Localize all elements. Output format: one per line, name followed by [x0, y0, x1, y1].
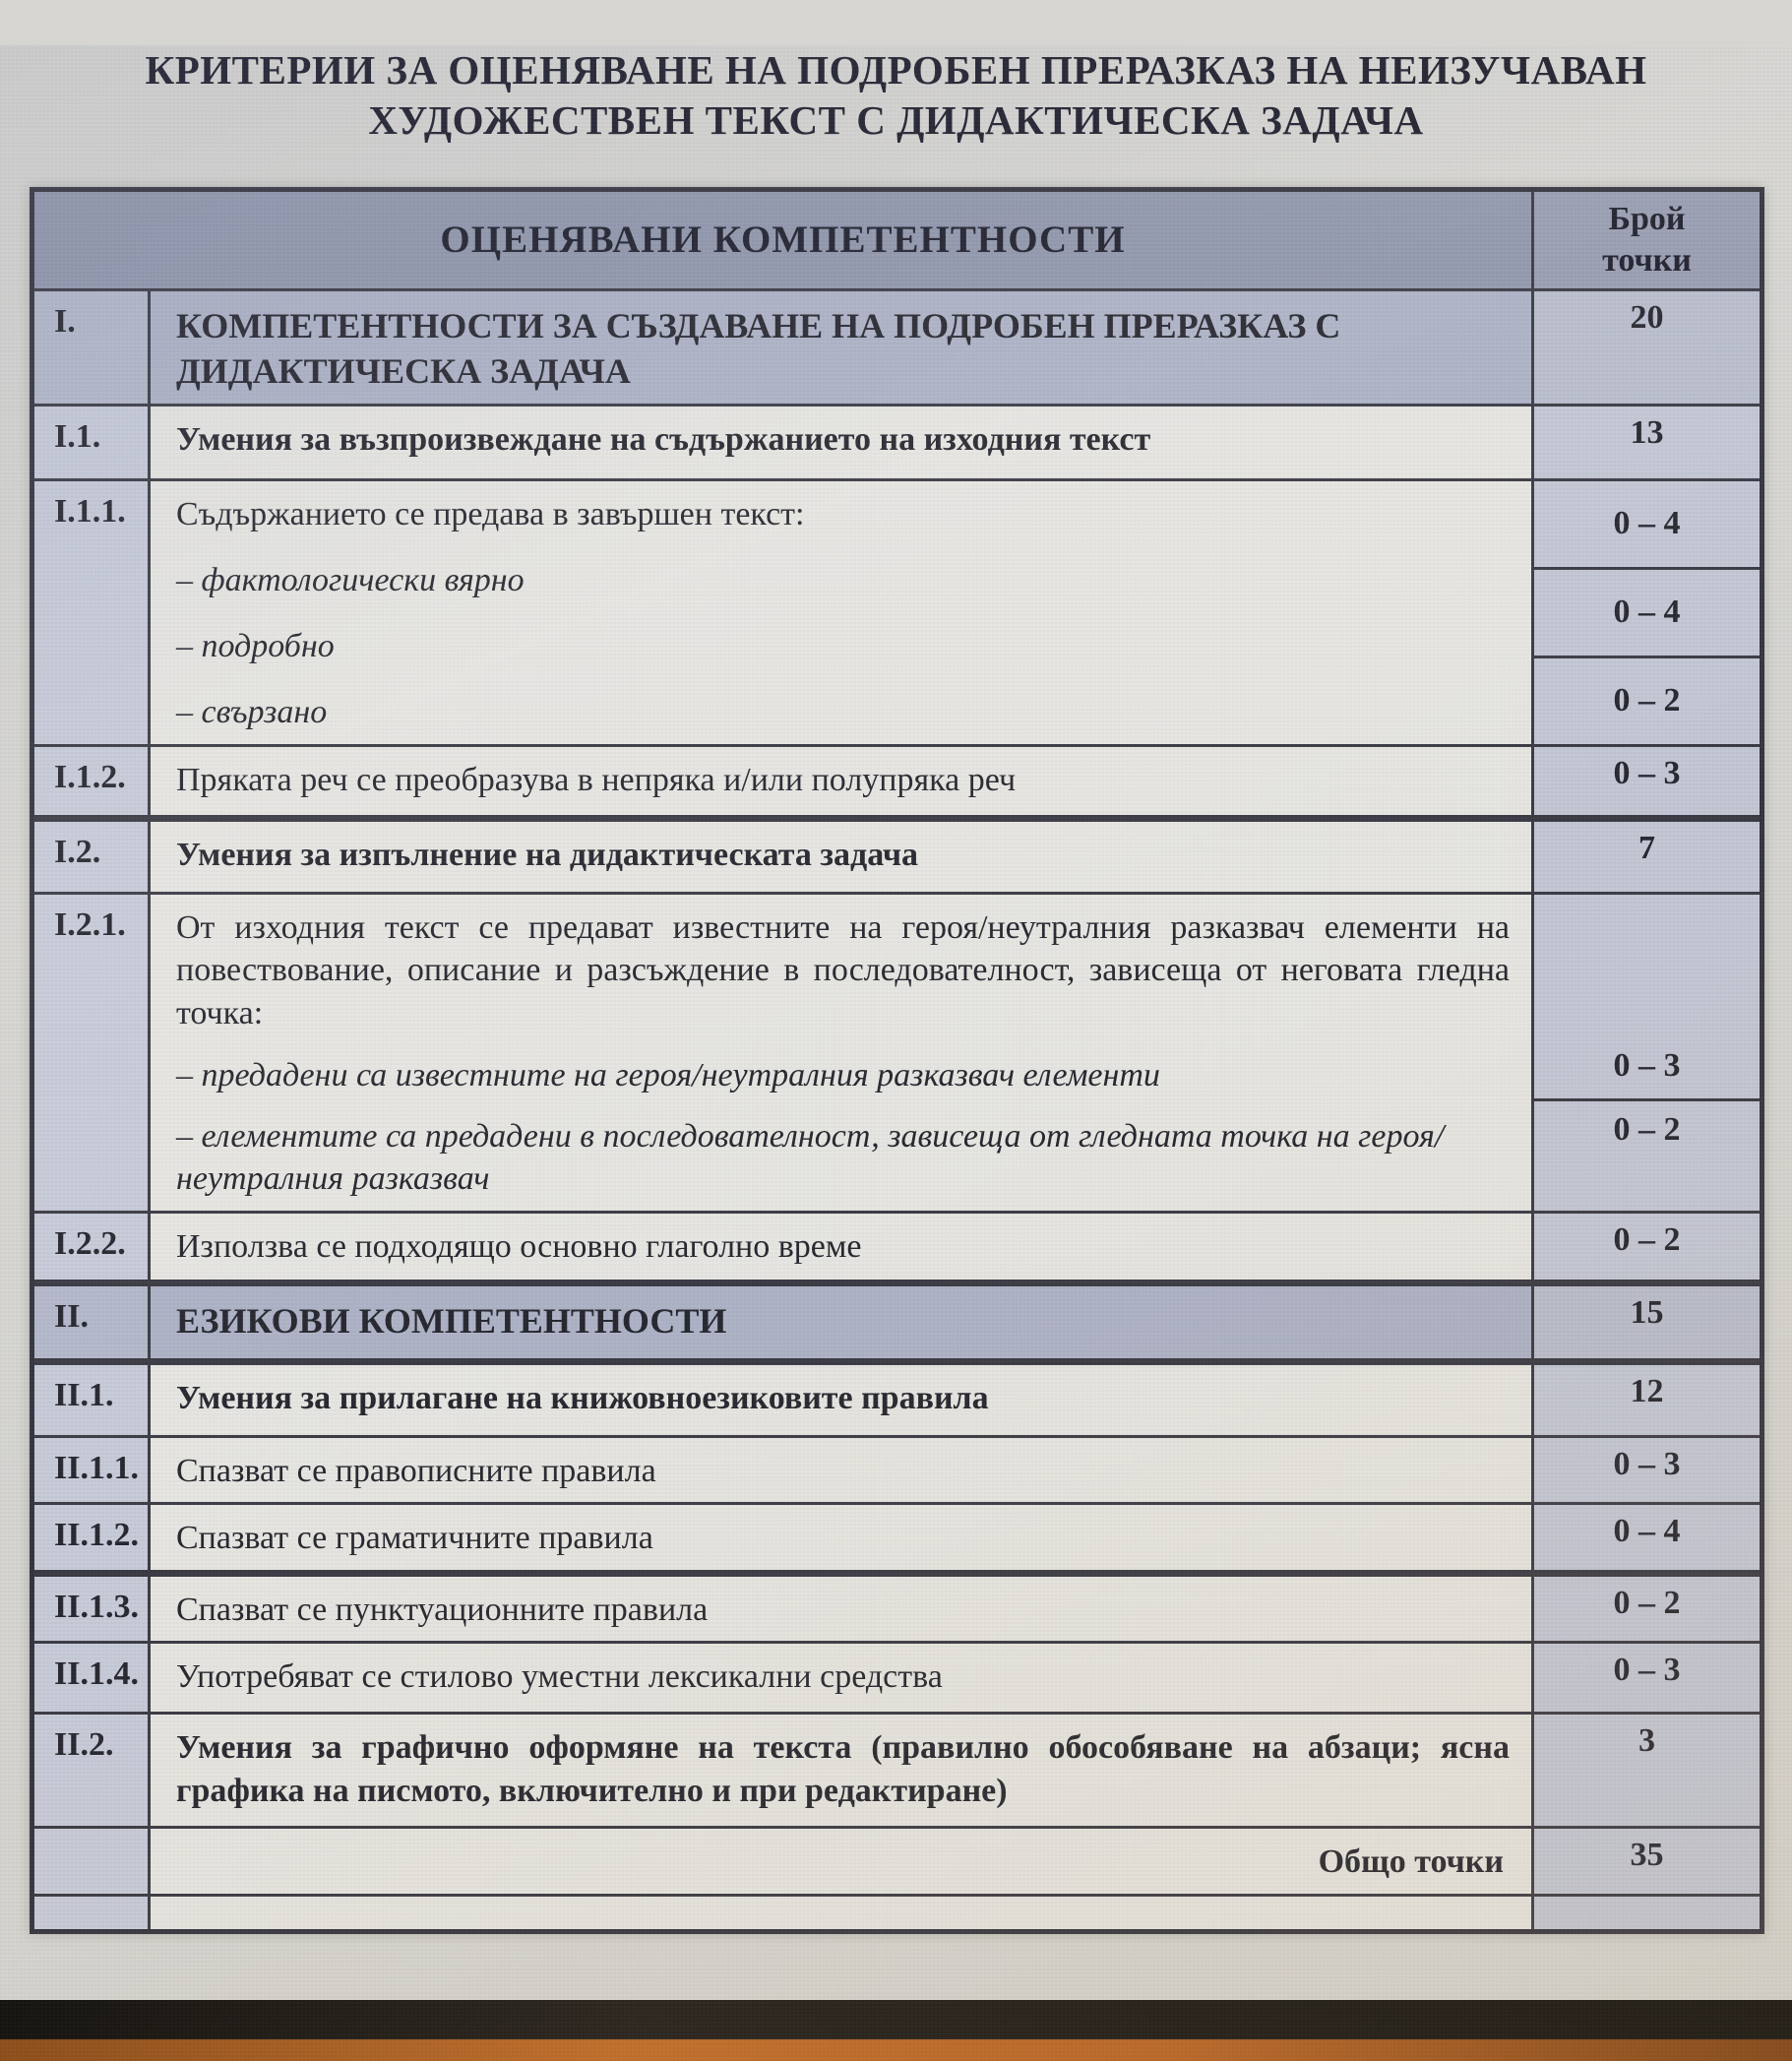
points-value: 0 – 3 [1531, 1438, 1760, 1503]
points-value: 0 – 4 [1613, 505, 1681, 542]
row-text: Спазват се правописните правила [151, 1438, 1531, 1503]
row-intro: Съдържанието се предава в завършен текст: [176, 495, 805, 532]
row-text: Умения за изпълнение на дидактическата задача [151, 822, 1531, 892]
row-id: II. [34, 1286, 151, 1358]
table-header-row [34, 192, 1760, 288]
table-row-I-1-1 [34, 478, 1760, 744]
points-value: 0 – 2 [1534, 1098, 1760, 1211]
row-text [151, 481, 1531, 744]
total-label: Общо точки [151, 1829, 1531, 1894]
points-value: 0 – 2 [1531, 1577, 1760, 1642]
points-value: 0 – 3 [1613, 1046, 1681, 1084]
header-points-line2: точки [1602, 241, 1692, 279]
row-text [151, 895, 1531, 1211]
table-row-I-1-2 [34, 744, 1760, 815]
points-value: 13 [1531, 406, 1760, 478]
points-value: 15 [1531, 1286, 1760, 1358]
row-bullet: – елементите са предадени в последователност, зависеща от гледната точка на героя/неутралния разказвач [176, 1117, 1445, 1198]
table-row-II-1 [34, 1358, 1760, 1435]
row-text: Спазват се пунктуационните правила [151, 1577, 1531, 1642]
points-value: 12 [1531, 1365, 1760, 1435]
table-row-II [34, 1280, 1760, 1358]
screen-bezel [0, 2000, 1792, 2039]
points-value: 20 [1531, 291, 1760, 404]
row-text: Пряката реч се преобразува в непряка и/или полупряка реч [151, 747, 1531, 815]
row-text: Употребяват се стилово уместни лексикални средства [151, 1644, 1531, 1712]
row-text: ЕЗИКОВИ КОМПЕТЕНТНОСТИ [151, 1286, 1531, 1358]
row-id: II.1. [34, 1365, 151, 1435]
empty-cell [1531, 1897, 1760, 1929]
row-text: Умения за графично оформяне на текста (правилно обособяване на абзаци; ясна графика на писмото, включително и при редактиране) [151, 1715, 1531, 1826]
row-id: II.1.1. [34, 1438, 151, 1503]
table-row-I-2 [34, 815, 1760, 892]
empty-cell [151, 1897, 1531, 1929]
row-id [34, 1829, 151, 1894]
points-stack [1531, 481, 1760, 744]
document-title-line2: ХУДОЖЕСТВЕН ТЕКСТ С ДИДАКТИЧЕСКА ЗАДАЧА [368, 96, 1424, 143]
row-id: I. [34, 291, 151, 404]
points-value: 7 [1531, 822, 1760, 892]
header-competencies-cell: ОЦЕНЯВАНИ КОМПЕТЕНТНОСТИ [34, 192, 1531, 288]
table-row-I [34, 288, 1760, 404]
desk-edge [0, 2039, 1792, 2061]
row-bullet: – свързано [176, 694, 328, 731]
table-row-II-2 [34, 1712, 1760, 1826]
header-points-cell [1531, 192, 1760, 288]
row-text: Умения за прилагане на книжовноезиковите правила [151, 1365, 1531, 1435]
table-row-II-1-2 [34, 1502, 1760, 1570]
table-row-total [34, 1826, 1760, 1894]
photographed-screen [0, 45, 1792, 2061]
row-text: Използва се подходящо основно глаголно време [151, 1214, 1531, 1280]
row-id: II.1.3. [34, 1577, 151, 1642]
row-id: I.1.1. [34, 481, 151, 744]
header-points-line1: Брой [1608, 201, 1686, 238]
row-text: Умения за възпроизвеждане на съдържанието на изходния текст [151, 406, 1531, 478]
table-row-empty [34, 1894, 1760, 1929]
points-value: 0 – 2 [1534, 656, 1760, 744]
table-row-I-1 [34, 404, 1760, 478]
points-value: 0 – 3 [1531, 747, 1760, 815]
row-bullet: – фактологически вярно [176, 561, 525, 598]
table-row-II-1-3 [34, 1570, 1760, 1642]
points-value: 3 [1531, 1715, 1760, 1826]
table-row-II-1-1 [34, 1435, 1760, 1503]
table-row-II-1-4 [34, 1641, 1760, 1712]
table-row-I-2-2 [34, 1211, 1760, 1280]
row-text: Спазват се граматичните правила [151, 1505, 1531, 1570]
row-id: I.2.1. [34, 895, 151, 1211]
table-row-I-2-1 [34, 892, 1760, 1211]
row-bullet: – подробно [176, 628, 335, 665]
row-id: II.1.2. [34, 1505, 151, 1570]
points-value: 0 – 4 [1534, 567, 1760, 656]
points-value: 0 – 3 [1531, 1644, 1760, 1712]
points-value: 0 – 4 [1531, 1505, 1760, 1570]
row-id: II.2. [34, 1715, 151, 1826]
row-intro: От изходния текст се предават известните на героя/неутралния разказвач елементи на повествование, описание и разсъждение в последователност, зависеща от неговата гледна точка: [176, 908, 1510, 1031]
row-id: I.2. [34, 822, 151, 892]
document-title [55, 45, 1737, 146]
points-stack [1531, 895, 1760, 1211]
row-bullet: – предадени са известните на героя/неутралния разказвач елементи [176, 1057, 1160, 1094]
total-points-value: 35 [1531, 1829, 1760, 1894]
document-title-line1: КРИТЕРИИ ЗА ОЦЕНЯВАНЕ НА ПОДРОБЕН ПРЕРАЗКАЗ НА НЕИЗУЧАВАН [145, 47, 1647, 93]
row-text: КОМПЕТЕНТНОСТИ ЗА СЪЗДАВАНЕ НА ПОДРОБЕН ПРЕРАЗКАЗ С ДИДАКТИЧЕСКА ЗАДАЧА [151, 291, 1531, 404]
row-id: I.1.2. [34, 747, 151, 815]
row-id: I.1. [34, 406, 151, 478]
empty-cell [34, 1897, 151, 1929]
row-id: II.1.4. [34, 1644, 151, 1712]
row-id: I.2.2. [34, 1214, 151, 1280]
criteria-table [30, 187, 1764, 1934]
points-value: 0 – 2 [1531, 1214, 1760, 1280]
